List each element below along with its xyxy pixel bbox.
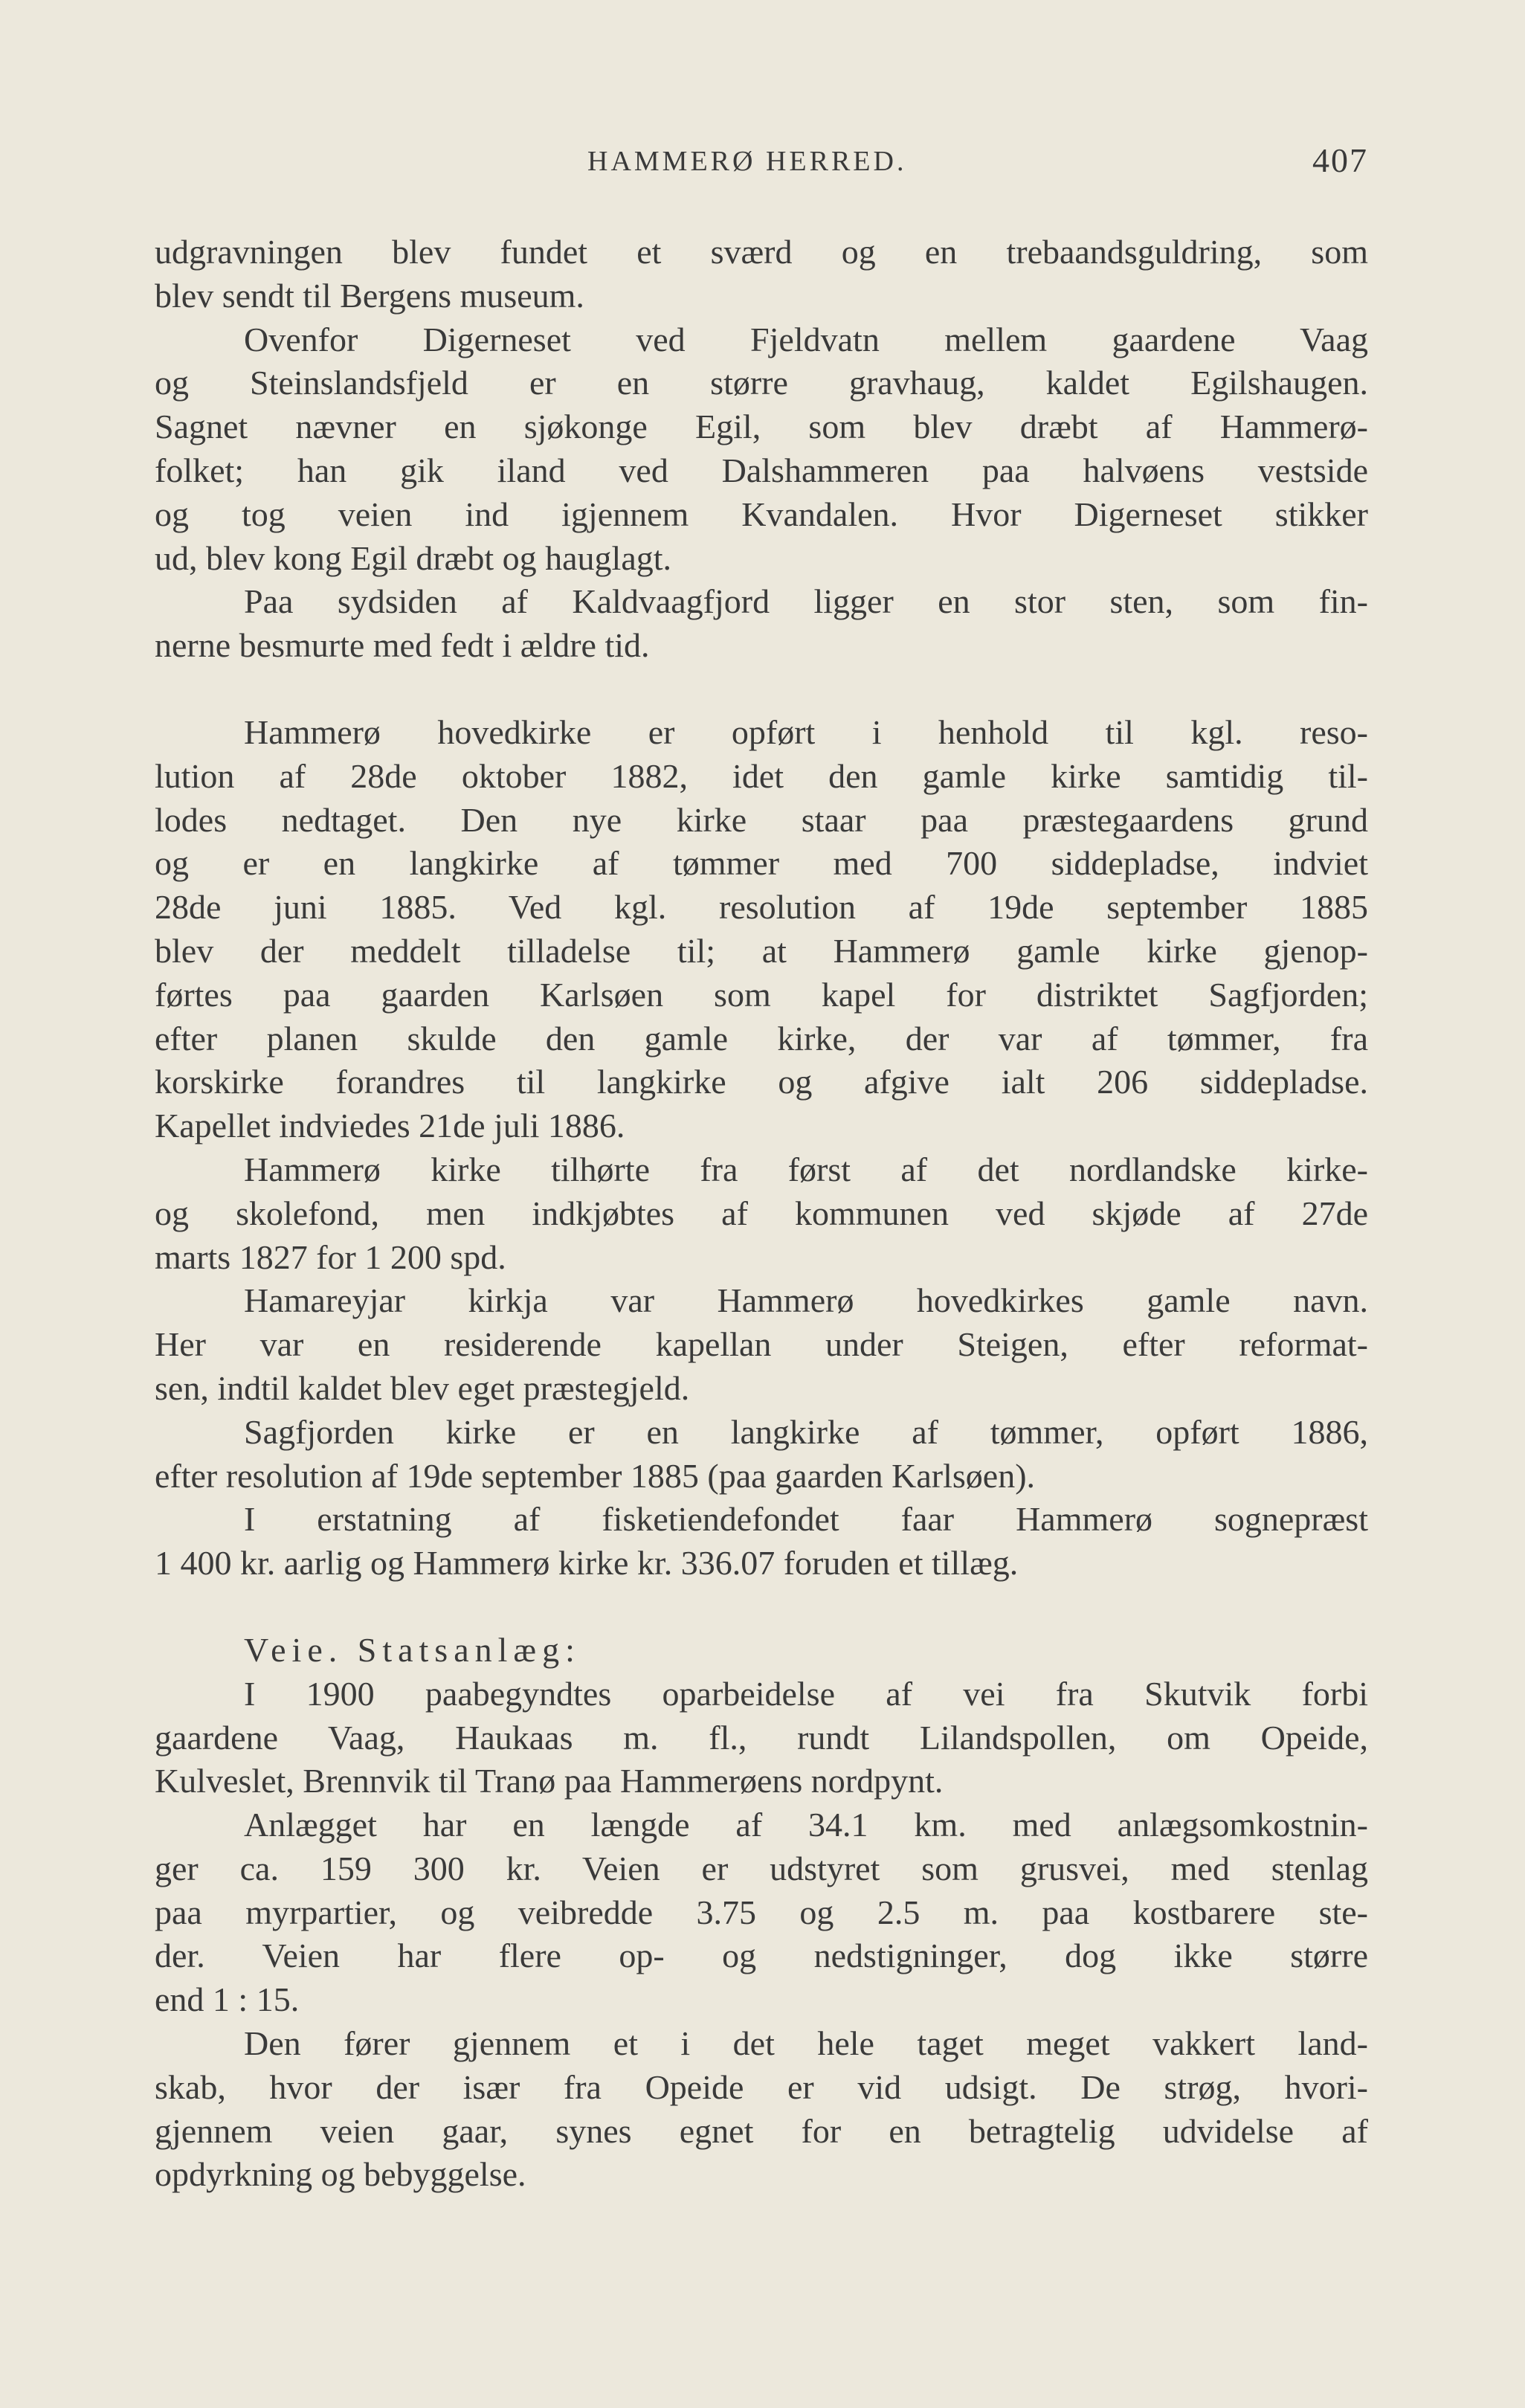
text-line: opdyrkning og bebyggelse. — [155, 2155, 526, 2194]
text-line: Hammerø hovedkirke er opført i henhold til kgl. reso- — [244, 712, 1368, 751]
text-line: og er en langkirke af tømmer med 700 siddepladse, indviet — [155, 844, 1368, 883]
section-gap — [155, 668, 1368, 711]
text-line: lodes nedtaget. Den nye kirke staar paa præstegaardens grund — [155, 800, 1368, 839]
text-line: lution af 28de oktober 1882, idet den gamle kirke samtidig til- — [155, 756, 1368, 795]
text-line: end 1 : 15. — [155, 1980, 300, 2019]
text-line: 28de juni 1885. Ved kgl. resolution af 19de september 1885 — [155, 888, 1368, 927]
text-line: 1 400 kr. aarlig og Hammerø kirke kr. 336.07 foruden et tillæg. — [155, 1544, 1019, 1583]
text-line: Veie. Statsanlæg: — [244, 1630, 581, 1669]
paragraph — [155, 1498, 1368, 1586]
text-line: efter resolution af 19de september 1885 (paa gaarden Karlsøen). — [155, 1456, 1036, 1495]
paragraph — [155, 580, 1368, 668]
text-line: Sagfjorden kirke er en langkirke af tømmer, opført 1886, — [244, 1412, 1368, 1451]
text-line: Her var en residerende kapellan under Steigen, efter reformat- — [155, 1325, 1368, 1364]
body-text — [155, 231, 1368, 2197]
paragraph — [155, 1279, 1368, 1410]
paragraph — [155, 711, 1368, 1148]
text-line: gaardene Vaag, Haukaas m. fl., rundt Lilandspollen, om Opeide, — [155, 1718, 1368, 1757]
text-line: skab, hvor der især fra Opeide er vid udsigt. De strøg, hvori- — [155, 2067, 1368, 2106]
text-line: og skolefond, men indkjøbtes af kommunen ved skjøde af 27de — [155, 1194, 1368, 1232]
paragraph — [155, 1673, 1368, 1803]
text-line: og tog veien ind igjennem Kvandalen. Hvor Digerneset stikker — [155, 495, 1368, 533]
text-line: ger ca. 159 300 kr. Veien er udstyret som grusvei, med stenlag — [155, 1849, 1368, 1887]
page-number: 407 — [1312, 141, 1368, 179]
text-line: ud, blev kong Egil dræbt og hauglagt. — [155, 538, 672, 577]
text-line: og Steinslandsfjeld er en større gravhaug, kaldet Egilshaugen. — [155, 364, 1368, 402]
text-line: Hamareyjar kirkja var Hammerø hovedkirkes gamle navn. — [244, 1281, 1368, 1320]
paragraph — [155, 2022, 1368, 2197]
section-gap — [155, 1586, 1368, 1629]
text-line: marts 1827 for 1 200 spd. — [155, 1237, 506, 1276]
text-line: der. Veien har flere op- og nedstigninger, dog ikke større — [155, 1937, 1368, 1975]
text-line: I erstatning af fisketiendefondet faar Hammerø sognepræst — [244, 1500, 1368, 1539]
text-line: nerne besmurte med fedt i ældre tid. — [155, 626, 650, 665]
text-line: Kapellet indviedes 21de juli 1886. — [155, 1107, 625, 1145]
text-line: paa myrpartier, og veibredde 3.75 og 2.5 m. paa kostbarere ste- — [155, 1893, 1368, 1931]
text-line: folket; han gik iland ved Dalshammeren paa halvøens vestside — [155, 451, 1368, 489]
text-line: blev sendt til Bergens museum. — [155, 276, 584, 315]
text-line: udgravningen blev fundet et sværd og en trebaandsguldring, som — [155, 233, 1368, 271]
paragraph — [155, 1411, 1368, 1498]
text-line: korskirke forandres til langkirke og afgive ialt 206 siddepladse. — [155, 1063, 1368, 1101]
text-line: Den fører gjennem et i det hele taget meget vakkert land- — [244, 2024, 1368, 2063]
text-line: Kulveslet, Brennvik til Tranø paa Hammerøens nordpynt. — [155, 1762, 944, 1800]
paragraph — [155, 1148, 1368, 1279]
text-line: sen, indtil kaldet blev eget præstegjeld. — [155, 1368, 690, 1407]
text-line: efter planen skulde den gamle kirke, der var af tømmer, fra — [155, 1019, 1368, 1057]
text-line: Ovenfor Digerneset ved Fjeldvatn mellem gaardene Vaag — [244, 320, 1368, 358]
text-line: førtes paa gaarden Karlsøen som kapel for distriktet Sagfjorden; — [155, 975, 1368, 1014]
running-header — [587, 141, 1368, 190]
text-line: blev der meddelt tilladelse til; at Hammerø gamle kirke gjenop- — [155, 931, 1368, 970]
text-line: gjennem veien gaar, synes egnet for en betragtelig udvidelse af — [155, 2111, 1368, 2150]
paragraph — [155, 1803, 1368, 2022]
text-line: Hammerø kirke tilhørte fra først af det nordlandske kirke- — [244, 1150, 1368, 1188]
header-title: HAMMERØ HERRED. — [587, 146, 907, 177]
paragraph — [155, 318, 1368, 581]
text-line: Sagnet nævner en sjøkonge Egil, som blev dræbt af Hammerø- — [155, 408, 1368, 446]
text-line: I 1900 paabegyndtes oparbeidelse af vei fra Skutvik forbi — [244, 1674, 1368, 1713]
paragraph — [155, 231, 1368, 318]
section-heading — [155, 1629, 1368, 1673]
text-line: Anlægget har en længde af 34.1 km. med anlægsomkostnin- — [244, 1806, 1368, 1844]
text-line: Paa sydsiden af Kaldvaagfjord ligger en stor sten, som fin- — [244, 582, 1368, 621]
